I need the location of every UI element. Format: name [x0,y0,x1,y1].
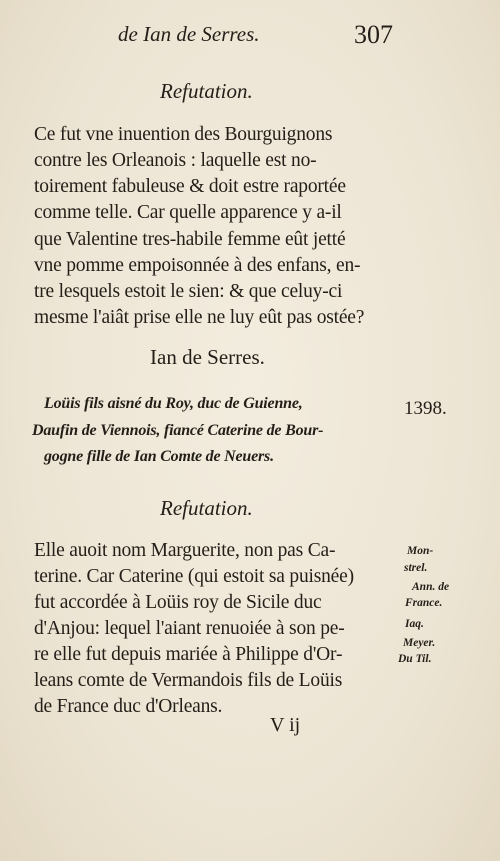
margin-note: Mon- [407,545,434,557]
text-line: terine. Car Caterine (qui estoit sa puisnée) [34,566,354,587]
text-line: vne pomme empoisonnée à des enfans, en- [34,255,361,276]
margin-note: Iaq. [405,618,424,630]
text-line: de France duc d'Orleans. [34,696,223,717]
running-title: de Ian de Serres. [118,22,260,46]
margin-note: Meyer. [403,637,436,649]
section-heading: Refutation. [160,496,253,520]
margin-year: 1398. [404,398,447,419]
text-line: Elle auoit nom Marguerite, non pas Ca- [34,540,336,561]
section-heading: Refutation. [160,79,253,103]
margin-note: strel. [404,562,428,574]
text-line: fut accordée à Loüis roy de Sicile duc [34,592,322,613]
citation-author: Ian de Serres. [150,345,265,369]
citation-line: Daufin de Viennois, fiancé Caterine de Bour- [32,422,324,439]
text-line: comme telle. Car quelle apparence y a-il [34,202,342,223]
citation-line: Loüis fils aisné du Roy, duc de Guienne, [44,395,303,412]
text-line: Ce fut vne inuention des Bourguignons [34,124,333,145]
signature-mark: V ij [270,714,301,736]
text-line: contre les Orleanois : laquelle est no- [34,150,317,171]
margin-note: Du Til. [398,653,432,665]
text-line: que Valentine tres-habile femme eût jetté [34,229,346,250]
text-line: tre lesquels estoit le sien: & que celuy-ci [34,281,343,302]
margin-note: Ann. de [412,581,450,593]
text-line: mesme l'aiât prise elle ne luy eût pas ostée? [34,307,365,328]
text-line: d'Anjou: lequel l'aiant renuoiée à son pe- [34,618,345,639]
text-line: leans comte de Vermandois fils de Loüis [34,670,343,691]
text-line: re elle fut depuis mariée à Philippe d'Or- [34,644,343,665]
margin-note: France. [405,597,443,609]
page-number: 307 [354,20,393,49]
citation-line: gogne fille de Ian Comte de Neuers. [44,448,274,465]
text-line: toirement fabuleuse & doit estre raportée [34,176,346,197]
